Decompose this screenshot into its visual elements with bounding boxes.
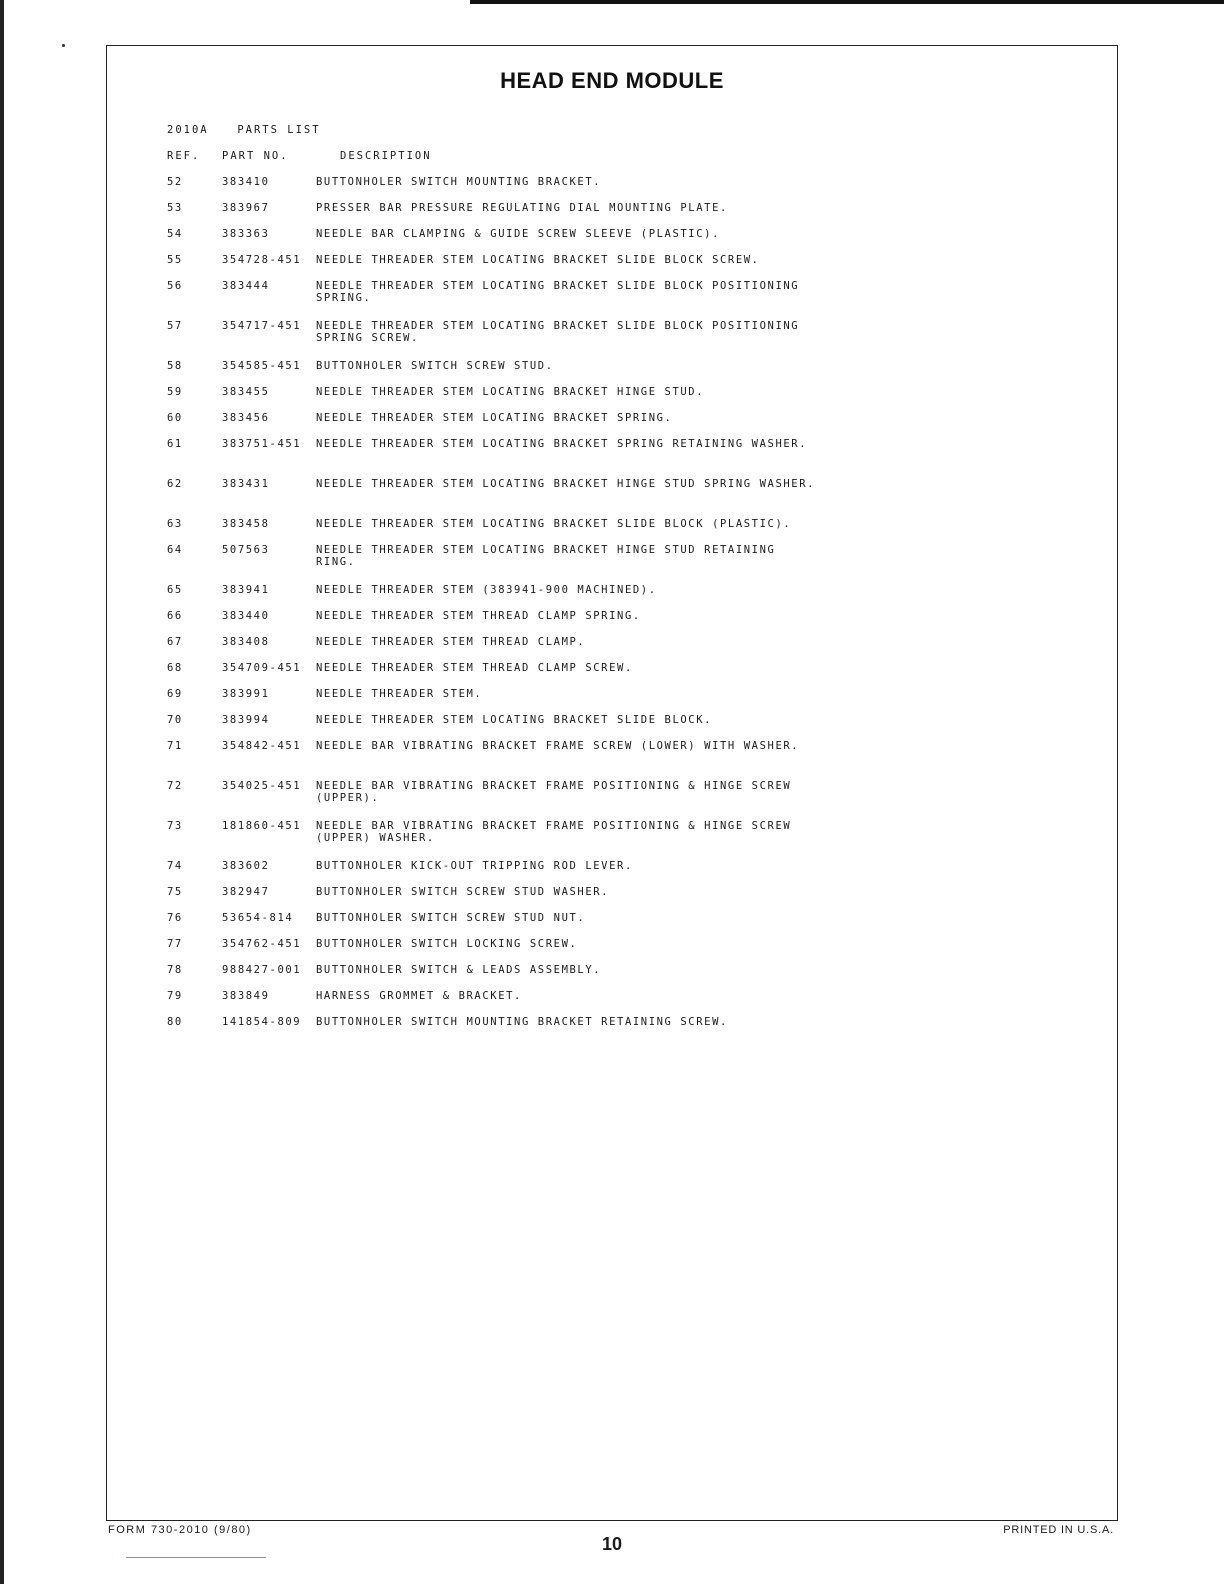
ref-cell: 79	[167, 990, 183, 1002]
part-number-cell: 988427-001	[222, 964, 302, 976]
part-number-cell: 383994	[222, 714, 270, 726]
printed-in: PRINTED IN U.S.A.	[1003, 1524, 1114, 1536]
part-number-cell: 383941	[222, 584, 270, 596]
part-number-cell: 383444	[222, 280, 270, 292]
description-cell: NEEDLE THREADER STEM LOCATING BRACKET SLIDE BLOCK (PLASTIC).	[316, 518, 792, 530]
description-cell: NEEDLE THREADER STEM LOCATING BRACKET SPRING RETAINING WASHER.	[316, 438, 808, 450]
ref-cell: 52	[167, 176, 183, 188]
description-column-header: DESCRIPTION	[340, 150, 432, 162]
ref-cell: 60	[167, 412, 183, 424]
ref-cell: 78	[167, 964, 183, 976]
description-cell: NEEDLE THREADER STEM LOCATING BRACKET SLIDE BLOCK SCREW.	[316, 254, 760, 266]
ref-cell: 68	[167, 662, 183, 674]
part-number-cell: 383408	[222, 636, 270, 648]
table-row	[167, 410, 867, 436]
model-code: 2010A	[167, 124, 209, 136]
table-row	[167, 516, 867, 542]
part-number-cell: 383410	[222, 176, 270, 188]
part-number-cell: 354717-451	[222, 320, 302, 332]
parts-list-heading	[167, 124, 321, 136]
ref-cell: 59	[167, 386, 183, 398]
table-row	[167, 278, 867, 318]
part-number-cell: 53654-814	[222, 912, 294, 924]
part-number-cell: 383440	[222, 610, 270, 622]
parts-table	[167, 174, 867, 1040]
part-number-cell: 383456	[222, 412, 270, 424]
description-cell: NEEDLE BAR VIBRATING BRACKET FRAME POSITIONING & HINGE SCREW (UPPER) WASHER.	[316, 820, 792, 844]
description-cell: NEEDLE THREADER STEM LOCATING BRACKET HINGE STUD SPRING WASHER.	[316, 478, 816, 490]
description-cell: NEEDLE BAR CLAMPING & GUIDE SCREW SLEEVE (PLASTIC).	[316, 228, 720, 240]
ref-cell: 76	[167, 912, 183, 924]
description-cell: BUTTONHOLER SWITCH SCREW STUD.	[316, 360, 554, 372]
ref-cell: 71	[167, 740, 183, 752]
part-number-cell: 383751-451	[222, 438, 302, 450]
ref-cell: 77	[167, 938, 183, 950]
ref-cell: 56	[167, 280, 183, 292]
part-number-cell: 141854-809	[222, 1016, 302, 1028]
scan-edge	[0, 0, 4, 1584]
ref-cell: 70	[167, 714, 183, 726]
description-cell: NEEDLE THREADER STEM LOCATING BRACKET HINGE STUD.	[316, 386, 705, 398]
description-cell: NEEDLE THREADER STEM LOCATING BRACKET SLIDE BLOCK POSITIONING SPRING SCREW.	[316, 320, 800, 344]
ref-cell: 80	[167, 1016, 183, 1028]
description-cell: BUTTONHOLER SWITCH LOCKING SCREW.	[316, 938, 578, 950]
table-row	[167, 634, 867, 660]
table-row	[167, 738, 867, 778]
table-row	[167, 542, 867, 582]
table-row	[167, 858, 867, 884]
ref-cell: 75	[167, 886, 183, 898]
table-row	[167, 174, 867, 200]
ref-column-header: REF.	[167, 150, 201, 162]
table-row	[167, 988, 867, 1014]
table-row	[167, 712, 867, 738]
table-row	[167, 660, 867, 686]
description-cell: NEEDLE THREADER STEM (383941-900 MACHINED).	[316, 584, 657, 596]
part-number-cell: 354728-451	[222, 254, 302, 266]
table-row	[167, 436, 867, 476]
table-row	[167, 226, 867, 252]
description-cell: NEEDLE THREADER STEM LOCATING BRACKET SLIDE BLOCK POSITIONING SPRING.	[316, 280, 800, 304]
description-cell: BUTTONHOLER KICK-OUT TRIPPING ROD LEVER.	[316, 860, 633, 872]
part-column-header: PART NO.	[222, 150, 289, 162]
description-cell: BUTTONHOLER SWITCH MOUNTING BRACKET RETAINING SCREW.	[316, 1016, 728, 1028]
description-cell: NEEDLE THREADER STEM LOCATING BRACKET SPRING.	[316, 412, 673, 424]
table-row	[167, 884, 867, 910]
part-number-cell: 507563	[222, 544, 270, 556]
parts-list-label: PARTS LIST	[237, 124, 321, 136]
table-row	[167, 358, 867, 384]
table-row	[167, 818, 867, 858]
description-cell: NEEDLE BAR VIBRATING BRACKET FRAME SCREW (LOWER) WITH WASHER.	[316, 740, 800, 752]
table-row	[167, 476, 867, 516]
ref-cell: 64	[167, 544, 183, 556]
table-row	[167, 910, 867, 936]
description-cell: NEEDLE THREADER STEM LOCATING BRACKET HINGE STUD RETAINING RING.	[316, 544, 776, 568]
ref-cell: 65	[167, 584, 183, 596]
ref-cell: 69	[167, 688, 183, 700]
underline-mark	[126, 1557, 266, 1558]
description-cell: NEEDLE THREADER STEM LOCATING BRACKET SLIDE BLOCK.	[316, 714, 713, 726]
page-number: 10	[601, 1534, 623, 1554]
ref-cell: 74	[167, 860, 183, 872]
description-cell: BUTTONHOLER SWITCH SCREW STUD NUT.	[316, 912, 586, 924]
part-number-cell: 383602	[222, 860, 270, 872]
part-number-cell: 383458	[222, 518, 270, 530]
form-number: FORM 730-2010 (9/80)	[108, 1524, 252, 1536]
table-row	[167, 962, 867, 988]
table-row	[167, 778, 867, 818]
part-number-cell: 354025-451	[222, 780, 302, 792]
ref-cell: 62	[167, 478, 183, 490]
table-row	[167, 252, 867, 278]
part-number-cell: 383849	[222, 990, 270, 1002]
part-number-cell: 181860-451	[222, 820, 302, 832]
table-row	[167, 1014, 867, 1040]
ref-cell: 53	[167, 202, 183, 214]
ref-cell: 72	[167, 780, 183, 792]
table-row	[167, 384, 867, 410]
ref-cell: 57	[167, 320, 183, 332]
ref-cell: 54	[167, 228, 183, 240]
ref-cell: 73	[167, 820, 183, 832]
part-number-cell: 383431	[222, 478, 270, 490]
description-cell: NEEDLE BAR VIBRATING BRACKET FRAME POSITIONING & HINGE SCREW (UPPER).	[316, 780, 792, 804]
description-cell: PRESSER BAR PRESSURE REGULATING DIAL MOUNTING PLATE.	[316, 202, 728, 214]
table-row	[167, 318, 867, 358]
ref-cell: 66	[167, 610, 183, 622]
part-number-cell: 382947	[222, 886, 270, 898]
page-title: HEAD END MODULE	[500, 68, 724, 93]
ref-cell: 63	[167, 518, 183, 530]
table-row	[167, 608, 867, 634]
part-number-cell: 354585-451	[222, 360, 302, 372]
ref-cell: 67	[167, 636, 183, 648]
part-number-cell: 354709-451	[222, 662, 302, 674]
description-cell: HARNESS GROMMET & BRACKET.	[316, 990, 522, 1002]
description-cell: NEEDLE THREADER STEM THREAD CLAMP.	[316, 636, 586, 648]
part-number-cell: 383363	[222, 228, 270, 240]
ref-cell: 58	[167, 360, 183, 372]
part-number-cell: 354762-451	[222, 938, 302, 950]
ref-cell: 61	[167, 438, 183, 450]
description-cell: BUTTONHOLER SWITCH & LEADS ASSEMBLY.	[316, 964, 602, 976]
table-row	[167, 936, 867, 962]
description-cell: BUTTONHOLER SWITCH SCREW STUD WASHER.	[316, 886, 610, 898]
ref-cell: 55	[167, 254, 183, 266]
table-row	[167, 686, 867, 712]
top-rule	[470, 0, 1224, 4]
scan-speck	[62, 44, 65, 47]
part-number-cell: 354842-451	[222, 740, 302, 752]
table-row	[167, 200, 867, 226]
part-number-cell: 383967	[222, 202, 270, 214]
description-cell: NEEDLE THREADER STEM THREAD CLAMP SCREW.	[316, 662, 633, 674]
part-number-cell: 383991	[222, 688, 270, 700]
part-number-cell: 383455	[222, 386, 270, 398]
table-row	[167, 582, 867, 608]
description-cell: NEEDLE THREADER STEM.	[316, 688, 483, 700]
description-cell: BUTTONHOLER SWITCH MOUNTING BRACKET.	[316, 176, 602, 188]
description-cell: NEEDLE THREADER STEM THREAD CLAMP SPRING.	[316, 610, 641, 622]
